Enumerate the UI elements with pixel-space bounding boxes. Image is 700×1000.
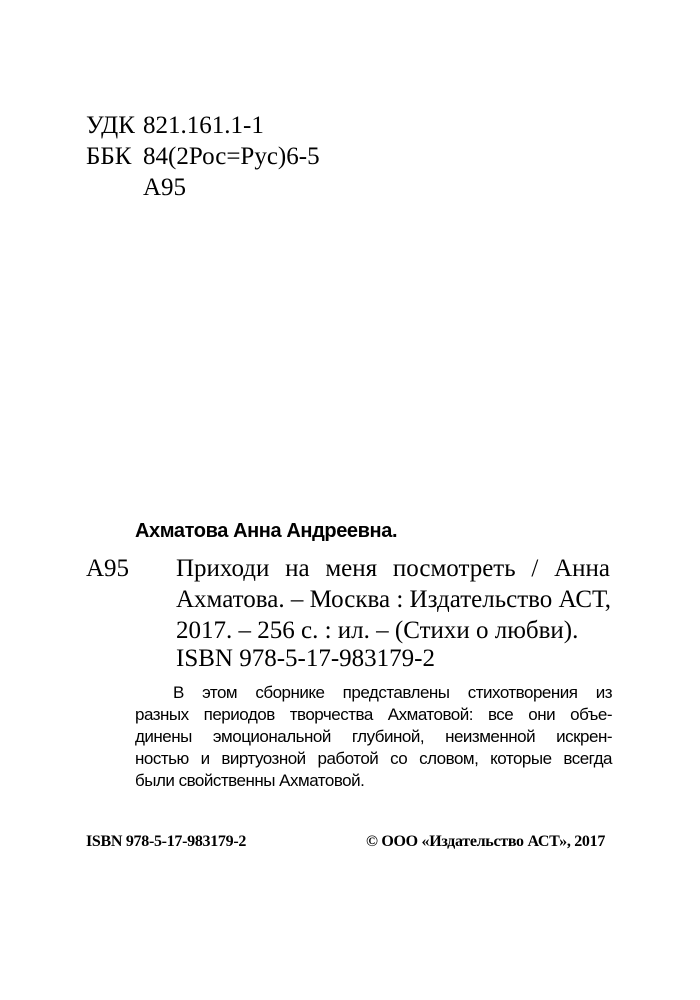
annotation-line: ностью и виртуозной работой со словом, которые всегда [135, 749, 612, 768]
bbk-value: 84(2Рос=Рус)6-5 [143, 143, 320, 170]
record-line: 2017. – 256 с. : ил. – (Стихи о любви). [176, 617, 579, 644]
record-line: Приходи на меня посмотреть / Анна [176, 555, 610, 582]
annotation-line: разных периодов творчества Ахматовой: все они объе- [135, 705, 612, 724]
bibliographic-record [176, 553, 610, 646]
footer-isbn: ISBN 978-5-17-983179-2 [86, 833, 247, 850]
bbk-row [86, 141, 320, 172]
udk-row [86, 110, 320, 141]
annotation-line: были свойственны Ахматовой. [135, 771, 365, 790]
footer-copyright: © ООО «Издательство АСТ», 2017 [366, 833, 606, 850]
author-heading: Ахматова Анна Андреевна. [135, 520, 398, 542]
annotation [135, 682, 612, 792]
udk-label: УДК [86, 112, 135, 139]
annotation-line: динены эмоциональной глубиной, неизменной искрен- [135, 727, 612, 746]
classification-block [86, 110, 320, 203]
record-isbn: ISBN 978-5-17-983179-2 [176, 645, 436, 672]
author-mark-top: А95 [143, 174, 187, 201]
bbk-label: ББК [86, 143, 132, 170]
annotation-line: В этом сборнике представлены стихотворения из [173, 683, 612, 702]
udk-value: 821.161.1-1 [143, 112, 264, 139]
author-mark: А95 [86, 555, 130, 582]
record-line: Ахматова. – Москва : Издательство АСТ, [176, 586, 612, 613]
